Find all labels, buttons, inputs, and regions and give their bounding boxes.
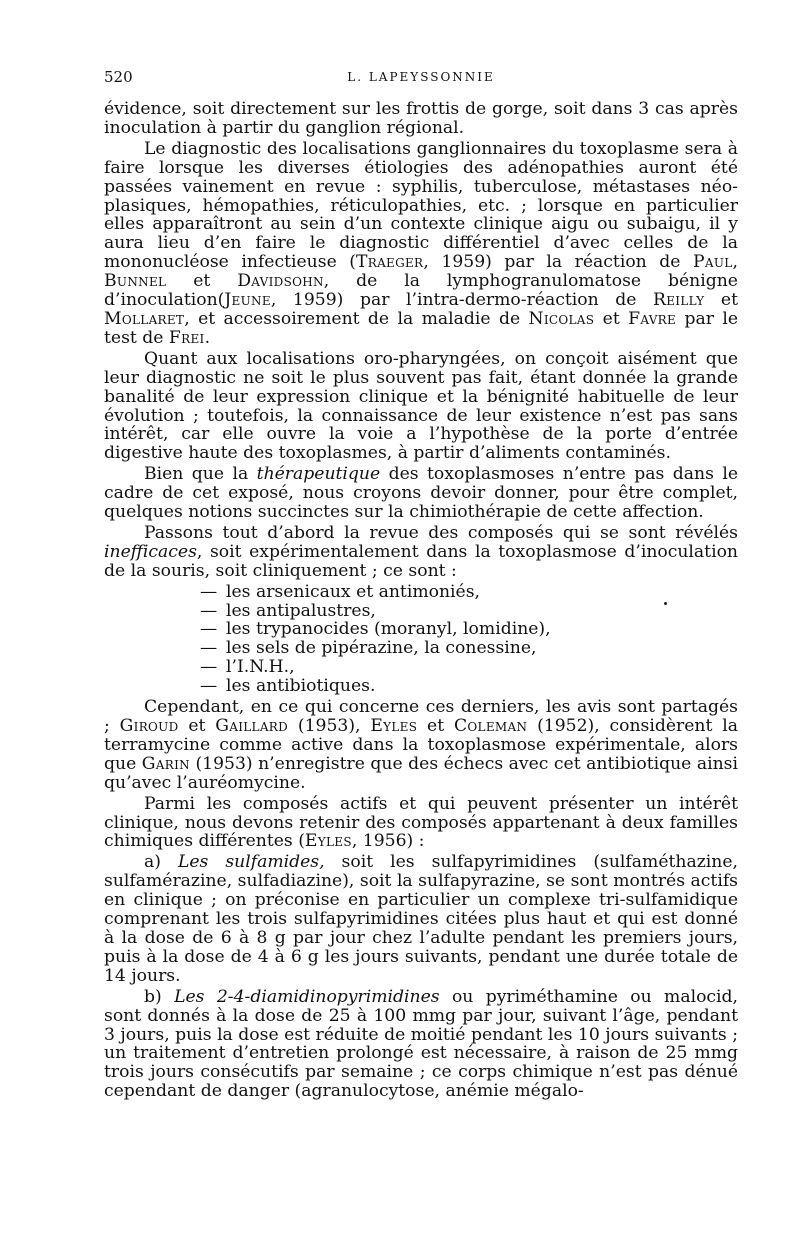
- body-text: [104, 100, 738, 1101]
- list-item: — les sels de pipérazine, la conessine,: [200, 638, 537, 659]
- term-diamidinopyrimidines: Les 2-4-diamidinopyrimidines: [174, 986, 440, 1007]
- author-eyles: Eyles: [370, 716, 418, 736]
- paragraph-2: Le diagnostic des localisations ganglionnaires du toxoplasme sera à faire lorsque les diverses étiologies des adénopathies auront été passées vainement en revue : syphilis, tuberculose, métastases néo-plasiques, hémopathies, réticulopathies, etc. ; lorsque en particulier elles apparaîtront au sein d’un contexte clinique aigu ou subaigu, il y aura lieu d’en faire le diagnostic différentiel d’avec celles de la mononucléose infectieuse (Traeger, 1959) par la réaction de Paul, Bunnel et Davidsohn, de la lymphogranulomatose bénigne d’inoculation(Jeune, 1959) par l’intra-dermo-réaction de Reilly et Mollaret, et accessoirement de la maladie de Nicolas et Favre par le test de Frei.: [104, 138, 739, 348]
- author-davidsohn: Davidsohn: [237, 271, 324, 292]
- author-garin: Garin: [141, 753, 190, 774]
- paragraph-3: Quant aux localisations oro-pharyngées, on conçoit aisément que leur diagnostic ne soit le plus souvent pas fait, étant donnée la grande banalité de leur expression clinique et la bénignité habituelle de leur évolution ; toutefois, la connaissance de leur existence n’est pas sans intérêt, car elle ouvre la voie a l’hypothèse de la porte d’entrée digestive haute des toxoplasmes, à partir d’aliments contaminés.: [104, 348, 738, 464]
- author-paul: Paul: [693, 252, 733, 273]
- ineffective-compounds-list: [104, 583, 738, 696]
- author-mollaret: Mollaret: [104, 308, 185, 329]
- paragraph-7: Parmi les composés actifs et qui peuvent présenter un intérêt clinique, nous devons retenir des composés appartenant à deux familles chimiques différentes (Eyles, 1956) :: [104, 793, 738, 852]
- page-number: 520: [104, 68, 133, 86]
- list-item: — les trypanocides (moranyl, lomidine),: [200, 619, 551, 640]
- list-item: — les antibiotiques.: [200, 676, 376, 697]
- author-favre: Favre: [628, 308, 677, 329]
- list-item: — les antipalustres,: [200, 600, 376, 621]
- author-traeger: Traeger: [355, 252, 424, 273]
- page-header: [104, 60, 738, 86]
- author-giroud: Giroud: [119, 716, 179, 736]
- author-nicolas: Nicolas: [528, 308, 595, 329]
- paragraph-6: Cependant, en ce qui concerne ces derniers, les avis sont partagés ; Giroud et Gaillard (1953), Eyles et Coleman (1952), considèrent la terramycine comme active dans la toxoplasmose expérimentale, alors que Garin (1953) n’enregistre que des échecs avec cet antibiotique ainsi qu’avec l’auréomycine.: [104, 697, 738, 793]
- author-jeune: Jeune: [224, 290, 271, 311]
- page: [104, 60, 738, 1103]
- list-item: — les arsenicaux et antimoniés,: [200, 581, 481, 602]
- ink-speck: [664, 602, 667, 605]
- term-sulfamides: Les sulfamides,: [177, 852, 325, 873]
- paragraph-4: Bien que la thérapeutique des toxoplasmoses n’entre pas dans le cadre de cet exposé, nous croyons devoir donner, pour être complet, quelques notions succinctes sur la chimiothérapie de cette affection.: [104, 464, 739, 523]
- author-frei: Frei: [168, 327, 205, 348]
- author-eyles: Eyles: [304, 831, 352, 852]
- term-inefficaces: inefficaces: [104, 541, 197, 562]
- running-head: L. LAPEYSSONNIE: [347, 70, 495, 84]
- list-item: — l’I.N.H.,: [200, 657, 295, 678]
- author-coleman: Coleman: [453, 716, 528, 736]
- term-therapeutique: thérapeutique: [256, 464, 381, 485]
- paragraph-5: Passons tout d’abord la revue des composés qui se sont révélés inefficaces, soit expérimentalement dans la toxoplasmose d’inoculation de la souris, soit cliniquement ; ce sont :: [104, 522, 738, 581]
- paragraph-1: évidence, soit directement sur les frottis de gorge, soit dans 3 cas après inoculation à partir du ganglion régional.: [104, 99, 738, 138]
- paragraph-8: a) Les sulfamides, soit les sulfapyrimidines (sulfaméthazine, sulfamérazine, sulfadiazine), soit la sulfapyrazine, se sont montrés actifs en clinique ; on préconise en particulier un complexe tri-sulfamidique comprenant les trois sulfapyrimidines citées plus haut et qui est donné à la dose de 6 à 8 g par jour chez l’adulte pendant les premiers jours, puis à la dose de 4 à 6 g les jours suivants, pendant une durée totale de 14 jours.: [104, 852, 738, 986]
- author-bunnel: Bunnel: [104, 271, 167, 292]
- author-reilly: Reilly: [653, 290, 705, 311]
- author-gaillard: Gaillard: [215, 716, 289, 736]
- paragraph-9: b) Les 2-4-diamidinopyrimidines ou pyriméthamine ou malocid, sont donnés à la dose de 25 à 100 mmg par jour, suivant l’âge, pendant 3 jours, puis la dose est réduite de moitié pendant les 10 jours suivants ; un traitement d’entretien prolongé est nécessaire, à raison de 25 mmg trois jours consécutifs par semaine ; ce corps chimique n’est pas dénué cependant de danger (agranulocytose, anémie mégalo-: [104, 986, 739, 1102]
